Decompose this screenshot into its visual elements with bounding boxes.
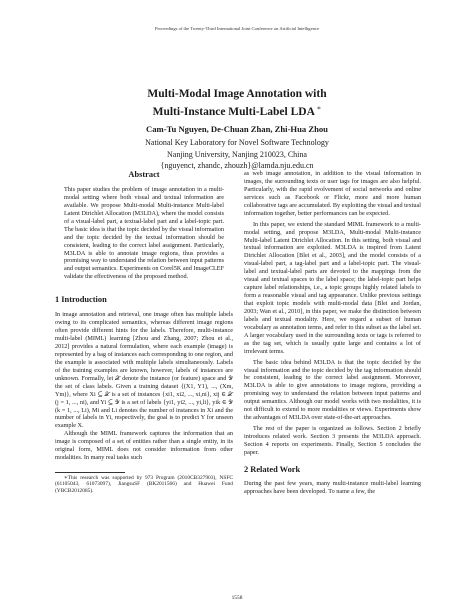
body-paragraph: In this paper, we extend the standard MIML framework to a multi-modal setting, and propose M3LDA, Multi-modal Multi-instance Multi-label Latent Dirichlet Allocation. In this setting, both visual and textual information are exploited. M3LDA is inspired from Latent Dirichlet Allocation [Blei et al., 2003], and the model consists of a visual-label part, a tag-label part and a label-topic part. The visual-label and textual-label parts are devoted to the mappings from the visual and textual spaces to the label space; the label-topic part helps capture label relationships, i.e., a topic groups highly related labels to form a reasonable visual and tag appearance. Unlike previous settings that exploit topic models with multi-modal data [Blei and Jordan, 2003; Wan et al., 2010], in this paper, we make the distinction between labels and textual modality. Here, we regard a subset of human vocabulary as annotation terms, and refer to this subset as the label set. A larger vocabulary used in the surrounding texts or tags is referred to as the tag set, which is usually quite large and contains a lot of irrelevant terms. xyxy=(244,220,421,355)
title-line-2 xyxy=(0,101,474,119)
page-number: 1558 xyxy=(231,595,243,601)
paper-title xyxy=(0,87,474,119)
affiliation-line: National Key Laboratory for Novel Software Technology xyxy=(145,138,329,147)
left-column xyxy=(55,170,233,494)
abstract-text: This paper studies the problem of image annotation in a multi-modal setting where both visual and textual information are available. We propose Multi-modal Multi-instance Multi-label Latent Dirichlet Allocation (M3LDA), where the model consists of a visual-label part, a textual-label part and a label-topic part. The basic idea is that the topic decided by the visual information and the topic decided by the textual information should be consistent, leading to the correct label assignment. Particularly, M3LDA is able to annotate image regions, thus provides a promising way to understand the relation between input patterns and output semantics. Experiments on Corel5K and ImageCLEF validate the effectiveness of the proposed method. xyxy=(64,186,224,281)
body-paragraph: as web image annotation, in addition to the visual information in images, the surrounding texts or user tags for images are also helpful. Particularly, with the rapid evolvement of social networks and online services such as Facebook or Flickr, more and more human collaborative tags are accumulated. By exploiting the visual and textual information together, better performances can be expected. xyxy=(244,170,421,217)
abstract-body xyxy=(55,186,233,281)
section-heading-introduction: 1 Introduction xyxy=(55,295,107,305)
proceedings-header: Proceedings of the Twenty-Third International Joint Conference on Artificial Intelligence xyxy=(154,26,320,31)
title-line-2-text: Multi-Instance Multi-Label LDA xyxy=(152,105,315,118)
footnote-rule xyxy=(55,472,125,473)
intro-paragraph: In image annotation and retrieval, one image often has multiple labels owing to its complicated semantics, whereas different image regions often provide different hints for the labels. Therefore, multi-instance multi-label (MIML) learning [Zhou and Zhang, 2007; Zhou et al., 2012] provides a natural formulation, where each example (image) is represented by a bag of instances each corresponding to one region, and the example is associated with multiple labels simultaneously. Labels of the training examples are known, however, labels of instances are unknown. Formally, let 𝒳 denote the instance (or feature) space and 𝒴 the set of class labels. Given a training dataset {(X1, Y1), ..., (Xm, Ym)}, where Xi ⊆ 𝒳 is a set of instances {xi1, xi2, ..., xi,ni}, xij ∈ 𝒳 (j = 1, ..., ni), and Yi ⊆ 𝒴 is a set of labels {yi1, yi2, ..., yi,li}, yik ∈ 𝒴 (k = 1, ..., Li), Mi and Li denotes the number of instances in Xi and the number of labels in Yi, respectively, the goal is to predict Y for unseen example X. xyxy=(55,311,233,430)
affiliation-line: Nanjing University, Nanjing 210023, China xyxy=(167,149,307,159)
author-list: Cam-Tu Nguyen, De-Chuan Zhan, Zhi-Hua Zhou xyxy=(146,124,328,134)
right-column xyxy=(244,170,421,496)
body-paragraph: The basic idea behind M3LDA is that the topic decided by the visual information and the topic decided by the tag information should be consistent, leading to the correct label assignment. Moreover, M3LDA is able to give annotations to image regions, providing a promising way to understand the relation between input patterns and output semantics. Although our model works with two modalities, it is not difficult to extend to more modalities or views. Experiments show the advantages of M3LDA over state-of-the-art approaches. xyxy=(244,358,421,422)
affiliation xyxy=(0,137,474,172)
footnote: ∗This research was supported by 973 Program (2010CB327903), NSFC (61105043, 61073097), JiangsuSF (BK2011566) and Huawei Fund (YBCB2012085). xyxy=(55,475,233,494)
abstract-heading: Abstract xyxy=(128,170,160,179)
intro-paragraph: Although the MIML framework captures the information that an image is composed of a set of entities rather than a single entity, in its original form, MIML does not consider information from other modalities. In many real tasks such xyxy=(55,430,233,462)
title-line-1: Multi-Modal Image Annotation with xyxy=(147,88,327,100)
section-heading-related-work: 2 Related Work xyxy=(244,464,301,474)
affiliation-email: {nguyenct, zhandc, zhouzh}@lamda.nju.edu.cn xyxy=(160,161,314,170)
body-paragraph: During the past few years, many multi-instance multi-label learning approaches have been developed. To name a few, the xyxy=(244,479,421,495)
body-paragraph: The rest of the paper is organized as follows. Section 2 briefly introduces related work. Section 3 presents the M3LDA approach. Section 4 reports on experiments. Finally, Section 5 concludes the paper. xyxy=(244,425,421,456)
title-footnote-marker: ∗ xyxy=(314,104,322,112)
